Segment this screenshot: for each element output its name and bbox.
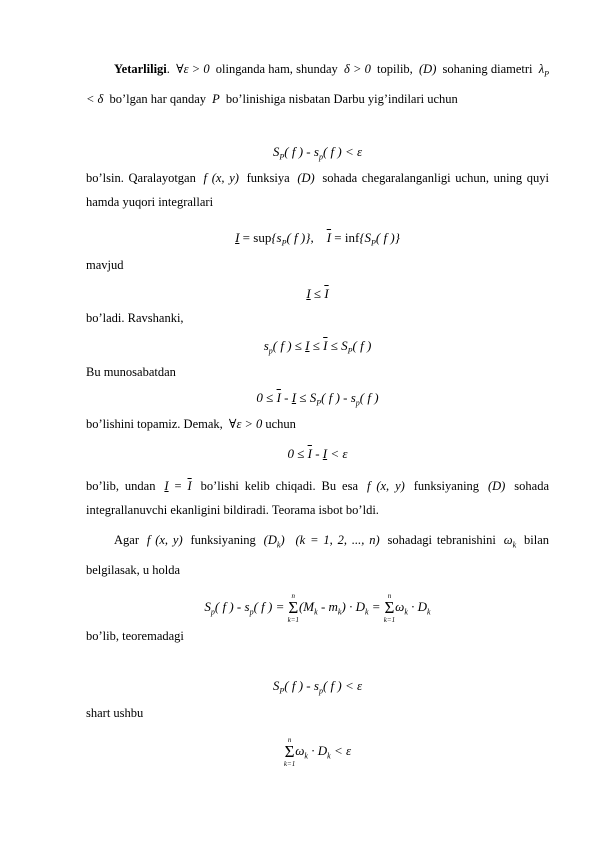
- f7-e-sub: k: [337, 607, 342, 617]
- text: bo’lgan har qanday: [109, 91, 206, 106]
- text: bo’lib, undan: [86, 479, 156, 493]
- f8-a-sub: P: [279, 686, 285, 696]
- paragraph-bounded: [86, 166, 549, 214]
- math-omega-k: [501, 533, 519, 550]
- f4-a-sub: p: [268, 346, 273, 356]
- f7-b: ( f ) - s: [214, 599, 250, 614]
- math-f-xy: f (x, y): [366, 479, 405, 493]
- f2-S-sub: P: [371, 238, 376, 248]
- text: bo’linishiga nisbatan Darbu yig’indilari uchun: [225, 91, 458, 106]
- f8-b: ( f ) - s: [284, 678, 319, 693]
- sum-top: n: [387, 592, 392, 601]
- text: bo’lishini topamiz. Demak,: [86, 417, 223, 431]
- f1-sub1: P: [279, 152, 285, 162]
- upper-integral: $\overline{I}$: [326, 230, 332, 245]
- upper-integral: $\overline{I}$: [276, 390, 281, 405]
- lower-integral: I: [305, 338, 310, 353]
- f4-d: ≤ S: [327, 338, 348, 353]
- text: bo’lishi kelib chiqadi. Bu esa: [200, 479, 358, 493]
- paragraph-hence: [86, 412, 549, 436]
- paragraph-exists: mavjud: [86, 258, 124, 272]
- paragraph-obviously: bo’ladi. Ravshanki,: [86, 311, 184, 325]
- f5-d: ( f ) - s: [321, 390, 356, 405]
- f7-f-sub: k: [364, 607, 369, 617]
- math-forall-eps: ∀ε > 0: [176, 62, 210, 76]
- f4-c: ≤: [309, 338, 324, 353]
- sum-bottom: k=1: [287, 616, 299, 625]
- f4-b: ( f ) ≤: [272, 338, 306, 353]
- f9-b: · D: [307, 743, 328, 758]
- math-delta: δ > 0: [343, 62, 371, 76]
- upper-integral: $\overline{I}$: [187, 479, 192, 493]
- f9-b-sub: k: [327, 751, 331, 761]
- f8-c: ( f ) < ε: [322, 678, 363, 693]
- f5-b: -: [280, 390, 292, 405]
- paragraph-in-theorem: bo’lib, teoremadagi: [86, 629, 184, 643]
- formula-lower-upper-integrals: $I = sup\{s_P$( f )}, $\overline{I} = inf\{S_P$( f )}: [235, 230, 400, 248]
- f7-d-sub: k: [314, 607, 318, 617]
- f3-rel: ≤: [310, 286, 325, 301]
- upper-integral: $\overline{I}$: [307, 446, 312, 461]
- text: topilib,: [377, 62, 413, 76]
- dk-sub: k: [276, 540, 281, 550]
- omega: ω: [503, 533, 513, 547]
- omega-sub: k: [512, 540, 517, 550]
- text: funksiyaning: [413, 479, 480, 493]
- math-f-xy: f (x, y): [203, 171, 239, 185]
- f8-b-sub: p: [318, 686, 323, 696]
- eq-sign: =: [168, 479, 188, 493]
- f2-inf: = inf: [331, 230, 360, 245]
- text: funksiya: [246, 171, 290, 185]
- formula-omega-sum: [86, 736, 549, 772]
- text: sohadagi tebranishini: [387, 533, 496, 547]
- formula-difference-bound: [86, 388, 549, 414]
- math-domain-d: (D): [487, 479, 506, 493]
- lower-integral: I: [306, 286, 311, 301]
- sum-sign: n Σ k=1: [283, 736, 296, 769]
- text: Agar: [114, 533, 139, 547]
- math-k-range: (k = 1, 2, ..., n): [295, 533, 380, 547]
- sufficiency-label: Yetarliligi: [114, 62, 167, 76]
- math-partition-p: P: [212, 91, 220, 106]
- math-domain-d: (D): [297, 171, 315, 185]
- text: olinganda ham, shunday: [215, 62, 338, 76]
- f7-i-sub: k: [427, 607, 431, 617]
- f7-b-sub: p: [249, 607, 254, 617]
- text: bo’lsin. Qaralayotgan: [86, 171, 196, 185]
- math-dk: [261, 533, 288, 550]
- f6-b: -: [311, 446, 323, 461]
- text: bilan belgilasak, u holda: [86, 533, 550, 577]
- f4-a: s: [263, 338, 269, 353]
- math-domain-d: (D): [419, 62, 437, 76]
- sum-sign: n Σ k=1: [383, 592, 396, 625]
- f6-a: 0 ≤: [287, 446, 308, 461]
- dk-b: ): [280, 533, 285, 547]
- f2-S-arg: ( f ): [375, 230, 395, 245]
- text: funksiyaning: [190, 533, 256, 547]
- upper-integral: $\overline{I}$: [323, 338, 328, 353]
- f1-sub2: p: [318, 152, 323, 162]
- f7-f: ) · D: [341, 599, 365, 614]
- lambda-sub: P: [544, 69, 550, 79]
- lower-integral: I: [235, 230, 240, 245]
- math-f-xy: f (x, y): [146, 533, 183, 547]
- f7-d: (M: [298, 599, 315, 614]
- f7-e: - m: [317, 599, 338, 614]
- f5-c-sub: P: [316, 398, 322, 408]
- lower-integral: I: [291, 390, 297, 405]
- paragraph-from-this: Bu munosabatdan: [86, 365, 176, 379]
- f5-c: ≤ S: [296, 390, 317, 405]
- paragraph-oscillation: [86, 528, 549, 582]
- f1-end: ( f ) < ε: [322, 144, 363, 159]
- lambda-symbol: λ: [538, 62, 545, 76]
- lambda-rel: < δ: [86, 91, 104, 106]
- f7-g: =: [368, 599, 381, 614]
- sum-bottom: k=1: [283, 760, 296, 769]
- paragraph-sufficiency: [86, 57, 549, 111]
- lower-integral: I: [164, 479, 169, 493]
- f6-c: < ε: [327, 446, 348, 461]
- f5-a: 0 ≤: [256, 390, 277, 405]
- text: sohaning diametri: [442, 62, 533, 76]
- text: sohada integrallanuvchi ekanligini bildiradi. Teorama isbot bo’ldi.: [86, 479, 549, 517]
- sum-sign: n Σ k=1: [287, 592, 299, 625]
- f7-h-sub: k: [404, 607, 408, 617]
- formula-lower-le-upper: [86, 284, 549, 304]
- f5-e: ( f ): [359, 390, 379, 405]
- math-integrals-equal: [161, 479, 194, 493]
- f7-h: ω: [395, 599, 405, 614]
- f4-e: ( f ): [352, 338, 372, 353]
- f7-i: · D: [407, 599, 428, 614]
- f4-d-sub: P: [347, 346, 353, 356]
- f7-c: ( f ) =: [253, 599, 285, 614]
- f1-a: S: [272, 144, 280, 159]
- paragraph-conclusion: [86, 474, 549, 522]
- formula-difference-eps: [86, 444, 549, 464]
- f2-s-arg: ( f ): [286, 230, 306, 245]
- f2-sup: = sup: [239, 230, 272, 245]
- f2-S: S: [364, 230, 372, 245]
- f1-mid: ( f ) - s: [284, 144, 319, 159]
- lower-integral: I: [322, 446, 328, 461]
- text: sohada chegaralanganligi uchun, uning quyi hamda yuqori integrallari: [86, 171, 550, 209]
- f9-c: < ε: [330, 743, 352, 758]
- math-forall-eps: ∀ε > 0: [228, 417, 263, 431]
- f7-a-sub: p: [210, 607, 215, 617]
- text: .: [166, 62, 170, 76]
- f5-d-sub: p: [355, 398, 360, 408]
- formula-sum-oscillations: [86, 592, 549, 628]
- formula-condition: [86, 676, 549, 702]
- f9-a-sub: k: [304, 751, 308, 761]
- f2-s: s: [276, 230, 282, 245]
- sum-top: n: [291, 592, 296, 601]
- sum-top: n: [287, 736, 292, 745]
- formula-inequality-chain: [86, 336, 549, 362]
- paragraph-condition-this: shart ushbu: [86, 706, 144, 720]
- dk-a: (D: [263, 533, 277, 547]
- f7-a: S: [204, 599, 211, 614]
- sum-bottom: k=1: [383, 616, 396, 625]
- f8-a: S: [272, 678, 280, 693]
- f9-a: ω: [295, 743, 305, 758]
- upper-integral: $\overline{I}$: [324, 286, 329, 301]
- formula-darboux-diff: [86, 142, 549, 168]
- text: uchun: [265, 417, 296, 431]
- f2-s-sub: P: [281, 238, 287, 248]
